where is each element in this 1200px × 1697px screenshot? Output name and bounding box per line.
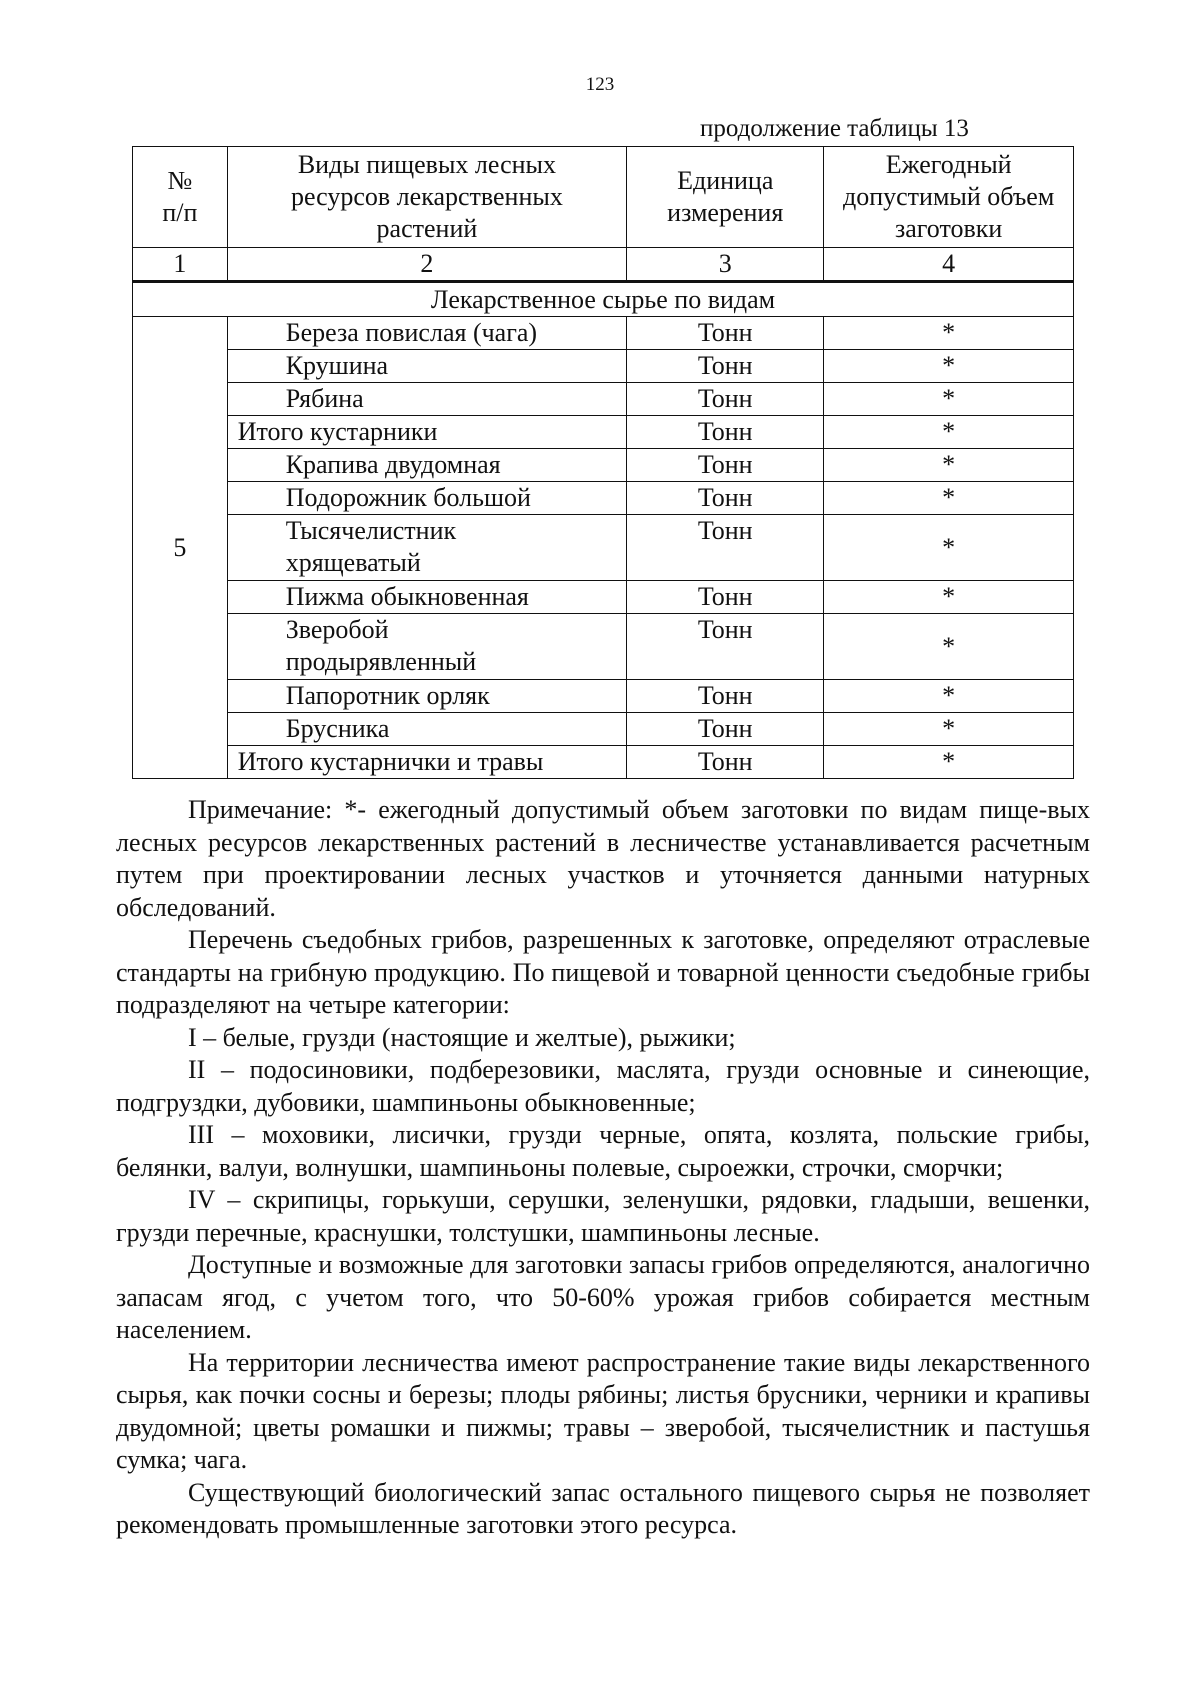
section-title: Лекарственное сырье по видам [133,282,1074,317]
group-index: 5 [133,317,228,779]
resource-unit: Тонн [627,713,824,746]
resource-unit: Тонн [627,449,824,482]
resource-unit: Тонн [627,482,824,515]
resource-name: Крушина [227,350,626,383]
resources-table [132,146,1074,779]
resource-name: Брусника [227,713,626,746]
column-number: 2 [227,248,626,282]
body-paragraph: Доступные и возможные для заготовки запасы грибов определяются, аналогично запасам ягод, с учетом того, что 50-60% урожая грибов собирается местным населением. [116,1250,1090,1344]
resource-name: Подорожник большой [227,482,626,515]
table-row [133,713,1074,746]
resource-volume: * [824,713,1074,746]
table-row [133,581,1074,614]
resource-name: Рябина [227,383,626,416]
table-row [133,482,1074,515]
resource-unit: Тонн [627,383,824,416]
category-item: II – подосиновики, подберезовики, маслята, грузди основные и синеющие, подгруздки, дубовики, шампиньоны обыкновенные; [116,1055,1090,1117]
table-continuation-label: продолжение таблицы 13 [700,115,969,142]
note-paragraph: Примечание: *- ежегодный допустимый объем заготовки по видам пище-вых лесных ресурсов лекарственных растений в лесничестве устанавливается расчетным путем при проектировании лесных участков и уточняется данными натурных обследований. [116,795,1090,922]
body-text [116,794,1090,1542]
resource-name: Итого кустарнички и травы [227,746,626,779]
resource-volume: * [824,746,1074,779]
resource-unit: Тонн [627,581,824,614]
resource-unit: Тонн [627,614,824,680]
section-row [133,282,1074,317]
resource-name: Крапива двудомная [227,449,626,482]
body-paragraph: На территории лесничества имеют распространение такие виды лекарственного сырья, как почки сосны и березы; плоды рябины; листья брусники, черники и крапивы двудомной; цветы ромашки и пижмы; травы – зверобой, тысячелистник и пастушья сумка; чага. [116,1347,1090,1474]
column-number: 4 [824,248,1074,282]
resource-name: Тысячелистник хрящеватый [227,515,626,581]
column-number: 3 [627,248,824,282]
resource-unit: Тонн [627,416,824,449]
resource-name: Зверобой продырявленный [227,614,626,680]
resource-name: Итого кустарники [227,416,626,449]
header-annual-volume: Ежегодный допустимый объем заготовки [824,147,1074,248]
page-number: 123 [585,74,615,95]
resource-volume: * [824,416,1074,449]
body-paragraph: Существующий биологический запас остального пищевого сырья не позволяет рекомендовать промышленные заготовки этого ресурса. [116,1477,1090,1539]
table-row [133,449,1074,482]
resource-volume: * [824,680,1074,713]
table-row-total [133,746,1074,779]
resource-name: Береза повислая (чага) [227,317,626,350]
header-unit: Единица измерения [627,147,824,248]
category-item: III – моховики, лисички, грузди черные, опята, козлята, польские грибы, белянки, валуи, волнушки, шампиньоны полевые, сыроежки, строчки, сморчки; [116,1120,1090,1182]
resource-volume: * [824,317,1074,350]
resource-volume: * [824,350,1074,383]
resource-unit: Тонн [627,350,824,383]
resource-unit: Тонн [627,746,824,779]
resource-volume: * [824,449,1074,482]
header-number: № п/п [133,147,228,248]
resource-unit: Тонн [627,515,824,581]
resource-name: Папоротник орляк [227,680,626,713]
body-paragraph: Перечень съедобных грибов, разрешенных к заготовке, определяют отраслевые стандарты на грибную продукцию. По пищевой и товарной ценности съедобные грибы подразделяют на четыре категории: [116,925,1090,1019]
resource-volume: * [824,482,1074,515]
table-row [133,383,1074,416]
column-number-row [133,248,1074,282]
table-row [133,515,1074,581]
resource-volume: * [824,614,1074,680]
resource-name: Пижма обыкновенная [227,581,626,614]
column-number: 1 [133,248,228,282]
resource-unit: Тонн [627,680,824,713]
resource-unit: Тонн [627,317,824,350]
category-item: I – белые, грузди (настоящие и желтые), рыжики; [188,1022,736,1052]
table-header-row [133,147,1074,248]
table-row [133,614,1074,680]
table-row [133,350,1074,383]
header-resource-type: Виды пищевых лесных ресурсов лекарственных растений [227,147,626,248]
category-item: IV – скрипицы, горькуши, серушки, зеленушки, рядовки, гладыши, вешенки, грузди перечные, краснушки, толстушки, шампиньоны лесные. [116,1185,1090,1247]
resource-volume: * [824,383,1074,416]
table-row [133,680,1074,713]
resource-volume: * [824,581,1074,614]
resource-volume: * [824,515,1074,581]
table-row-total [133,416,1074,449]
table-row [133,317,1074,350]
